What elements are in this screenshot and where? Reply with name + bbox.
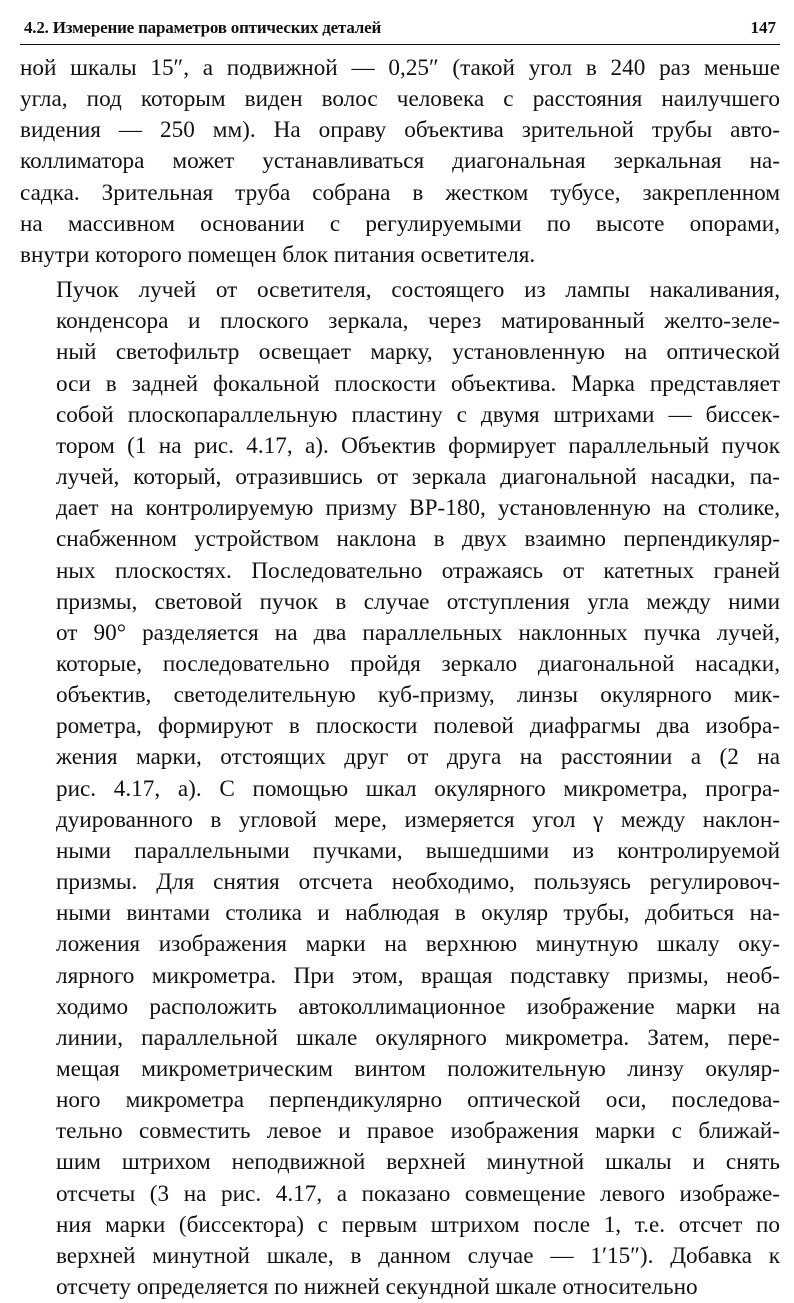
text-line: ния марки (биссектора) с первым штрихом после 1, т.е. отсчет по — [56, 1211, 780, 1238]
text-line: лярного микрометра. При этом, вращая подставку призмы, необ- — [56, 962, 780, 989]
text-line: верхней минутной шкале, в данном случае — 1′15″). Добавка к — [56, 1242, 780, 1269]
text-line: призмы. Для снятия отсчета необходимо, пользуясь регулировоч- — [56, 869, 780, 896]
text-line: ной шкалы 15″, а подвижной — 0,25″ (такой угол в 240 раз меньше — [20, 55, 780, 81]
text-line: ными винтами столика и наблюдая в окуляр трубы, добиться на- — [56, 900, 780, 927]
text-line: мещая микрометрическим винтом положительную линзу окуляр- — [56, 1056, 780, 1082]
page-number: 147 — [750, 18, 776, 37]
text-line: жения марки, отстоящих друг от друга на расстоянии а (2 на — [56, 744, 780, 771]
text-line: ных плоскостях. Последовательно отражаясь от катетных граней — [56, 557, 780, 584]
text-line: рис. 4.17, а). С помощью шкал окулярного микрометра, програ- — [56, 775, 780, 802]
text-line: ходимо расположить автоколлимационное изображение марки на — [56, 993, 780, 1020]
text-line: от 90° разделяется на два параллельных наклонных пучка лучей, — [56, 619, 780, 646]
text-line: дуированного в угловой мере, измеряется угол γ между наклон- — [56, 806, 780, 833]
paragraph — [20, 53, 780, 271]
text-line: оси в задней фокальной плоскости объектива. Марка представляет — [56, 370, 780, 397]
text-line: шим штрихом неподвижной верхней минутной шкалы и снять — [56, 1149, 780, 1176]
section-title: 4.2. Измерение параметров оптических деталей — [24, 18, 382, 37]
text-line: тором (1 на рис. 4.17, а). Объектив формирует параллельный пучок — [56, 432, 780, 459]
text-line: снабженном устройством наклона в двух взаимно перпендикуляр- — [56, 526, 780, 553]
document-page — [20, 18, 780, 1303]
text-line: объектив, светоделительную куб-призму, линзы окулярного мик- — [56, 682, 780, 709]
text-line: отсчету определяется по нижней секундной шкале относительно — [56, 1274, 698, 1301]
text-line: рометра, формируют в плоскости полевой диафрагмы два изобра- — [56, 713, 780, 740]
text-line: ложения изображения марки на верхнюю минутную шкалу оку- — [56, 931, 780, 958]
text-line: тельно совместить левое и правое изображения марки с ближай- — [56, 1118, 780, 1145]
text-line: ный светофильтр освещает марку, установленную на оптической — [56, 339, 780, 366]
text-line: отсчеты (3 на рис. 4.17, а показано совмещение левого изображе- — [56, 1180, 780, 1207]
body-text — [20, 53, 780, 1303]
text-line: собой плоскопараллельную пластину с двумя штрихами — биссек- — [56, 401, 780, 428]
text-line: линии, параллельной шкале окулярного микрометра. Затем, пере- — [56, 1024, 780, 1051]
text-line: садка. Зрительная труба собрана в жестком тубусе, закрепленном — [20, 179, 780, 206]
text-line: коллиматора может устанавливаться диагональная зеркальная на- — [20, 148, 780, 175]
text-line: внутри которого помещен блок питания осветителя. — [20, 241, 536, 268]
text-line: на массивном основании с регулируемыми по высоте опорами, — [20, 210, 780, 237]
text-line: конденсора и плоского зеркала, через матированный желто-зеле- — [56, 308, 780, 335]
running-header — [20, 18, 780, 45]
text-line: Пучок лучей от осветителя, состоящего из лампы накаливания, — [56, 277, 780, 304]
text-line: призмы, световой пучок в случае отступления угла между ними — [56, 588, 780, 615]
text-line: угла, под которым виден волос человека с расстояния наилучшего — [20, 86, 780, 113]
text-line: дает на контролируемую призму ВР-180, установленную на столике, — [56, 495, 780, 522]
text-line: которые, последовательно пройдя зеркало диагональной насадки, — [56, 650, 780, 677]
text-line: ного микрометра перпендикулярно оптической оси, последова- — [56, 1087, 780, 1114]
text-line: видения — 250 мм). На оправу объектива зрительной трубы авто- — [20, 117, 780, 144]
paragraph — [20, 275, 780, 1303]
text-line: лучей, который, отразившись от зеркала диагональной насадки, па- — [56, 464, 780, 491]
text-line: ными параллельными пучками, вышедшими из контролируемой — [56, 837, 780, 864]
